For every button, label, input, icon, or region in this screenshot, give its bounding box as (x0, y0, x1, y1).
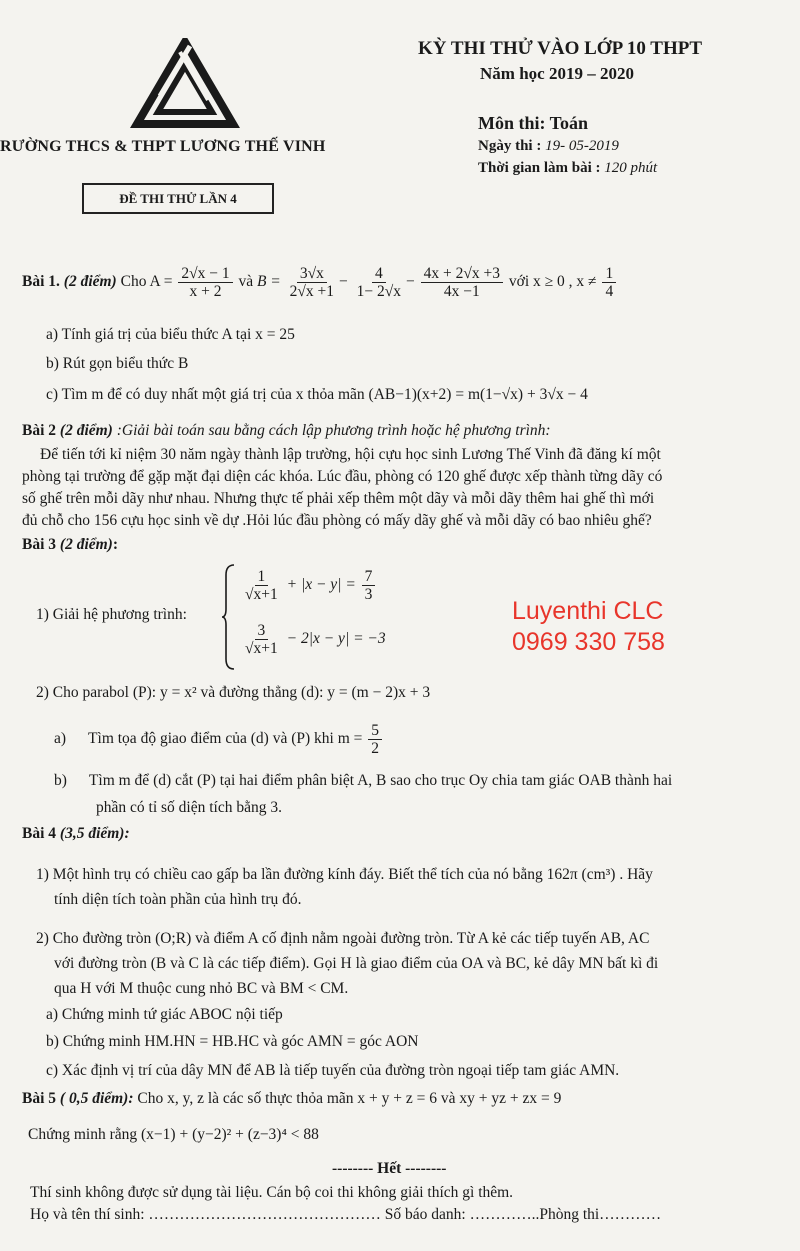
date-label: Ngày thi : (478, 138, 546, 154)
frac-b2-num: 4 (372, 265, 386, 283)
bai3-part-1: 1) Giải hệ phương trình: (36, 606, 187, 623)
bai2-line-3: số ghế trên mỗi dãy như nhau. Nhưng thực tế phải xếp thêm một dãy và mỗi dãy thêm hai ghế thì mới (22, 490, 655, 507)
bai2-title: :Giải bài toán sau bằng cách lập phương trình hoặc hệ phương trình: (112, 422, 551, 439)
frac-b3 (421, 265, 503, 300)
system-eq-2 (240, 622, 386, 657)
bai3-points: (2 điểm) (59, 536, 113, 553)
bai4-p1-b: tính diện tích toàn phần của hình trụ đó. (54, 891, 302, 908)
eq1-frac (242, 568, 281, 603)
frac-b1 (287, 265, 337, 300)
exam-date (478, 138, 619, 155)
logo-triangle-icon (130, 38, 240, 128)
bai3-part-2b-2: phần có tỉ số diện tích bằng 3. (96, 799, 282, 816)
time-value: 120 phút (604, 160, 658, 176)
exam-subject: Môn thi: Toán (478, 113, 589, 133)
exam-title: KỲ THI THỬ VÀO LỚP 10 THPT (418, 38, 703, 59)
bai3-a-frac (368, 722, 382, 757)
frac-a-num: 2√x − 1 (178, 265, 232, 283)
bai4-part-a: a) Chứng minh tứ giác ABOC nội tiếp (46, 1006, 283, 1023)
eq2-frac (242, 622, 281, 657)
bai3-b-text-1: Tìm m để (d) cắt (P) tại hai điểm phân biệt A, B sao cho trục Oy chia tam giác OAB thành hai (88, 772, 673, 789)
frac-a (178, 265, 232, 300)
bai5-prove: Chứng minh rằng (x−1) + (y−2)² + (z−3)⁴ < 88 (28, 1126, 319, 1143)
condition: với x ≥ 0 , x ≠ (508, 273, 597, 291)
exam-year: Năm học 2019 – 2020 (480, 64, 634, 83)
bai2-line-4: đủ chỗ cho 156 cựu học sinh về dự .Hỏi lúc đầu phòng có mấy dãy ghế và mỗi dãy có bao nhiêu ghế? (22, 512, 652, 529)
eq1-rden: 3 (364, 586, 373, 604)
bai3-a-num: 5 (368, 722, 382, 740)
eq1-rest: + |x − y| = (286, 576, 356, 594)
footer-note: Thí sinh không được sử dụng tài liệu. Cán bộ coi thi không giải thích gì thêm. (30, 1184, 514, 1201)
watermark-line-1: Luyenthi CLC (512, 597, 664, 625)
bai1-part-c: c) Tìm m để có duy nhất một giá trị của x thỏa mãn (AB−1)(x+2) = m(1−√x) + 3√x − 4 (46, 386, 588, 403)
watermark (512, 596, 665, 659)
bai2-heading (22, 422, 551, 440)
bai3-part-2: 2) Cho parabol (P): y = x² và đường thẳng (d): y = (m − 2)x + 3 (36, 684, 431, 701)
eq1-rfrac (362, 568, 376, 603)
bai5-text: Cho x, y, z là các số thực thỏa mãn x + y + z = 6 và xy + yz + zx = 9 (133, 1090, 562, 1107)
exam-label-box (82, 183, 274, 214)
bai5-points: ( 0,5 điểm): (59, 1090, 134, 1107)
system-brace-icon (222, 563, 236, 671)
date-value: 19- 05-2019 (545, 138, 619, 154)
end-marker: -------- Hết -------- (332, 1160, 447, 1177)
eq2-rest: − 2|x − y| = −3 (286, 630, 386, 648)
frac-a-den: x + 2 (189, 283, 222, 301)
bai3-heading (22, 536, 118, 554)
frac-cond (602, 265, 616, 300)
bai3-part-2b-1: b) Tìm m để (d) cắt (P) tại hai điểm phân biệt A, B sao cho trục Oy chia tam giác OAB thành hai (54, 772, 673, 789)
system-eq-1 (240, 568, 377, 603)
frac-b1-num: 3√x (297, 265, 327, 283)
bai2-line-2: phòng tại trường để gặp mặt đại diện các khóa. Lúc đầu, phòng có 120 ghế được xếp thành từng dãy có (22, 468, 663, 485)
bai5-statement (22, 1090, 561, 1108)
candidate-info-line: Họ và tên thí sinh: ……………………………………… Số báo danh: …………..Phòng thi………… (30, 1206, 662, 1223)
frac-b3-den: 4x −1 (443, 283, 480, 301)
bai2-points: (2 điểm) (59, 422, 113, 439)
bai3-label: Bài 3 (22, 536, 57, 553)
eq1-den: √x+1 (245, 586, 278, 604)
eq1-num: 1 (255, 568, 269, 586)
bai3-a-den: 2 (371, 740, 380, 758)
school-name: RƯỜNG THCS & THPT LƯƠNG THẾ VINH (0, 138, 326, 155)
frac-b2-den: 1− 2√x (356, 283, 402, 301)
exam-label: ĐỀ THI THỬ LẦN 4 (119, 190, 237, 206)
bai3-part-2a: a) Tìm tọa độ giao điểm của (d) và (P) khi m = $\frac{5}{2}$ (54, 722, 384, 757)
bai4-heading (22, 825, 130, 843)
and-word: và (238, 273, 254, 291)
bai4-p2-c: qua H với M thuộc cung nhỏ BC và BM < CM. (54, 980, 349, 997)
bai4-p2-b: với đường tròn (B và C là các tiếp điểm). Gọi H là giao điểm của OA và BC, kẻ dây MN bất kì đi (54, 955, 659, 972)
time-label: Thời gian làm bài : (478, 160, 605, 176)
bai4-p1-a: 1) Một hình trụ có chiều cao gấp ba lần đường kính đáy. Biết thể tích của nó bằng 162π (cm³) . Hãy (36, 866, 653, 883)
bai1-label: Bài 1. (22, 273, 60, 291)
bai4-points: (3,5 điểm): (59, 825, 130, 842)
eq2-num: 3 (255, 622, 269, 640)
frac-cond-den: 4 (605, 283, 614, 301)
bai3-a-text: Tìm tọa độ giao điểm của (d) và (P) khi m = (88, 730, 363, 748)
watermark-line-2: 0969 330 758 (512, 628, 665, 657)
frac-b1-den: 2√x +1 (289, 283, 335, 301)
frac-b3-num: 4x + 2√x +3 (421, 265, 503, 283)
eq2-den: √x+1 (245, 640, 278, 658)
bai2-line-1: Để tiến tới kỉ niệm 30 năm ngày thành lập trường, hội cựu học sinh Lương Thế Vinh đã đăng kí một (40, 446, 661, 463)
eq1-rnum: 7 (362, 568, 376, 586)
bai4-label: Bài 4 (22, 825, 57, 842)
frac-b2 (354, 265, 404, 300)
bai1-points: (2 điểm) (63, 273, 117, 291)
expr-b-label: B = (256, 273, 281, 291)
bai4-part-c: c) Xác định vị trí của dây MN để AB là tiếp tuyến của đường tròn ngoại tiếp tam giác AMN. (46, 1062, 620, 1079)
bai1-statement: Bài 1. (2 điểm) Cho A = $\frac{2√x - 1}{x + 2}$ và B = $\frac{3√x}{2√x +1}$ − $\frac{4}{1- 2√x}$ − $\frac{4x + 2√x +3}{4x -1}$ với x ≥ 0 , x ≠ $\frac{1}{4}$ (22, 265, 618, 300)
bai1-intro: Cho (120, 273, 147, 291)
bai4-part-b: b) Chứng minh HM.HN = HB.HC và góc AMN = góc AON (46, 1033, 419, 1050)
bai1-part-a: a) Tính giá trị của biểu thức A tại x = 25 (46, 326, 295, 343)
frac-cond-num: 1 (602, 265, 616, 283)
exam-duration (478, 160, 657, 177)
bai1-part-b: b) Rút gọn biểu thức B (46, 355, 189, 372)
bai3-tail: : (112, 536, 119, 553)
expr-a-label: A = (149, 273, 173, 291)
bai4-p2-a: 2) Cho đường tròn (O;R) và điểm A cố định nằm ngoài đường tròn. Từ A kẻ các tiếp tuyến AB, AC (36, 930, 650, 947)
bai5-label: Bài 5 (22, 1090, 57, 1107)
bai2-label: Bài 2 (22, 422, 57, 439)
